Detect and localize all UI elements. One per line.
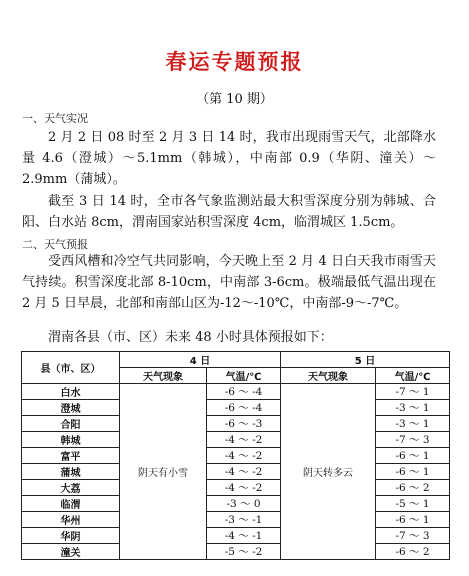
day2-weather-cell: 阴天转多云 [281,384,376,560]
county-cell: 华阴 [22,528,120,544]
county-cell: 大荔 [22,480,120,496]
day1-temp-cell: -6 ～ -4 [207,384,281,400]
forecast-table [21,351,450,560]
table-row [22,464,450,480]
day2-temp-cell: -7 ～ 3 [376,432,450,448]
day2-temp-cell: -7 ～ 1 [376,384,450,400]
table-row [22,448,450,464]
county-cell: 韩城 [22,432,120,448]
day1-header: 4 日 [120,352,281,368]
section-heading-forecast: 二、天气预报 [22,238,88,251]
county-cell: 澄城 [22,400,120,416]
day2-temp-header: 气温/℃ [376,368,450,384]
day2-temp-cell: -3 ～ 1 [376,400,450,416]
document-title: 春运专题预报 [165,49,304,74]
day2-temp-cell: -3 ～ 1 [376,416,450,432]
forecast-paragraph-2: 渭南各县（市、区）未来 48 小时具体预报如下： [48,330,333,345]
county-cell: 临渭 [22,496,120,512]
day1-temp-cell: -4 ～ -2 [207,480,281,496]
day1-temp-cell: -4 ～ -2 [207,464,281,480]
day1-temp-cell: -6 ～ -3 [207,416,281,432]
table-row [22,432,450,448]
day1-temp-cell: -3 ～ -1 [207,512,281,528]
forecast-paragraph-1: 受西风槽和冷空气共同影响，今天晚上至 2 月 4 日白天我市雨雪天气持续。积雪深度北部 8-10cm，中南部 3-6cm。极端最低气温出现在 2 月 5 日早晨，北部和南部山区为-12～-10℃，中南部-9～-7℃。 [22,254,436,311]
day2-temp-cell: -5 ～ 1 [376,496,450,512]
day1-temp-cell: -3 ～ 0 [207,496,281,512]
day1-temp-cell: -4 ～ -2 [207,432,281,448]
table-row [22,384,450,400]
day2-temp-cell: -6 ～ 1 [376,512,450,528]
table-row [22,512,450,528]
table-row [22,528,450,544]
day1-weather-header: 天气现象 [120,368,207,384]
day2-temp-cell: -6 ～ 2 [376,544,450,560]
day2-temp-cell: -6 ～ 2 [376,480,450,496]
day1-temp-cell: -5 ～ -2 [207,544,281,560]
day2-temp-cell: -6 ～ 1 [376,448,450,464]
county-cell: 合阳 [22,416,120,432]
day2-temp-cell: -6 ～ 1 [376,464,450,480]
day1-temp-cell: -6 ～ -4 [207,400,281,416]
day2-temp-cell: -7 ～ 3 [376,528,450,544]
table-row [22,416,450,432]
county-column-header: 县（市、区） [22,352,120,384]
day1-weather-cell: 阴天有小雪 [120,384,207,560]
day1-temp-header: 气温/℃ [207,368,281,384]
table-row [22,400,450,416]
day2-header: 5 日 [281,352,450,368]
county-cell: 蒲城 [22,464,120,480]
county-cell: 白水 [22,384,120,400]
table-row [22,480,450,496]
day1-temp-cell: -4 ～ -1 [207,528,281,544]
day2-weather-header: 天气现象 [281,368,376,384]
observation-paragraph-1: 2 月 2 日 08 时至 2 月 3 日 14 时，我市出现雨雪天气，北部降水量 4.6（澄城）～5.1mm（韩城），中南部 0.9（华阴、潼关）～2.9mm（蒲城）。 [22,130,436,187]
county-cell: 潼关 [22,544,120,560]
county-cell: 富平 [22,448,120,464]
table-row [22,544,450,560]
issue-number: （第 10 期） [196,92,273,107]
section-heading-observations: 一、天气实况 [22,112,88,125]
county-cell: 华州 [22,512,120,528]
table-row [22,496,450,512]
forecast-table-body [22,384,450,560]
day1-temp-cell: -4 ～ -2 [207,448,281,464]
observation-paragraph-2: 截至 3 日 14 时，全市各气象监测站最大积雪深度分别为韩城、合阳、白水站 8cm，渭南国家站积雪深度 4cm，临渭城区 1.5cm。 [22,194,436,230]
